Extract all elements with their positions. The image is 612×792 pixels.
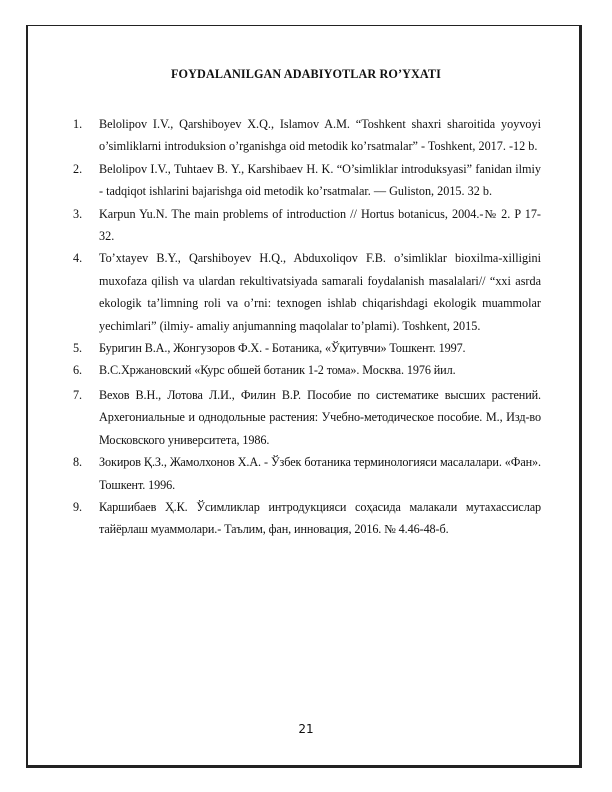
reference-number: 8. (73, 455, 82, 470)
reference-number: 7. (73, 387, 82, 402)
reference-text: Буригин В.А., Жонгузоров Ф.Х. - Ботаника, «Ўқитувчи» Тошкент. 1997. (99, 341, 466, 356)
reference-text: Каршибаев Ҳ.К. Ўсимликлар интродукцияси соҳасида малакали мутахассислар тайёрлаш муаммолари.- Таълим, фан, инновация, 2016. № 4.46-48-б. (99, 499, 541, 537)
reference-item (73, 451, 541, 496)
reference-number: 6. (73, 363, 82, 378)
reference-item (73, 496, 541, 541)
reference-text: Зокиров Қ.З., Жамолхонов Х.А. - Ўзбек ботаника терминологияси масалалари. «Фан». Тошкент. 1996. (99, 455, 541, 492)
reference-item (73, 113, 541, 158)
reference-number: 3. (73, 206, 83, 221)
reference-text: Belolipov I.V., Qarshiboyev X.Q., Islamov A.M. “Toshkent shaxri sharoitida yoyvoyi o’simliklarni introduksion o’rganishga oid metodik ko’rsatmalar” - Toshkent, 2017. -12 b. (99, 117, 541, 154)
reference-number: 1. (73, 117, 83, 131)
reference-number: 5. (73, 341, 82, 356)
reference-text: Вехов В.Н., Лотова Л.И., Филин В.Р. Пособие по систематике высших растений. Архегониальные и однодольные растения: Учебно-методическое пособие. М., Изд-во Московского университета, 1986. (99, 387, 541, 447)
reference-text: To’xtayev B.Y., Qarshiboyev H.Q., Abduxoliqov F.B. o’simliklar bioxilma-xilligini muxofaza qilish va ulardan rekultivatsiyada samarali foydalanish masalalari// “xxi asrda ekologik ta’limning roli va o’rni: texnogen ishlab chiqarishdagi ekologik muammolar yechimlari” (ilmiy- amaliy anjumanning maqolalar to’plami). Toshkent, 2015. (99, 251, 541, 333)
reference-item (73, 337, 541, 359)
reference-item (73, 384, 541, 451)
reference-number: 9. (73, 499, 82, 514)
reference-text: Karpun Yu.N. The main problems of introduction // Hortus botanicus, 2004.-№ 2. P 17-32. (99, 206, 541, 244)
page-title: FOYDALANILGAN ADABIYOTLAR RO’YXATI (171, 67, 441, 81)
reference-item (73, 247, 541, 337)
reference-text: В.С.Хржановский «Курс обшей ботаник 1-2 тома». Москва. 1976 йил. (99, 363, 456, 378)
reference-number: 2. (73, 161, 83, 176)
reference-text: Belolipov I.V., Tuhtaev B. Y., Karshibaev H. K. “O’simliklar introduksyasi” fanidan ilmiy - tadqiqot ishlarini bajarishga oid metodik ko’rsatmalar. — Guliston, 2015. 32 b. (99, 161, 541, 199)
reference-item (73, 203, 541, 248)
page-number: 21 (298, 722, 314, 736)
reference-item (73, 359, 541, 381)
reference-number: 4. (73, 251, 83, 266)
reference-list (73, 113, 541, 541)
reference-item (73, 158, 541, 203)
